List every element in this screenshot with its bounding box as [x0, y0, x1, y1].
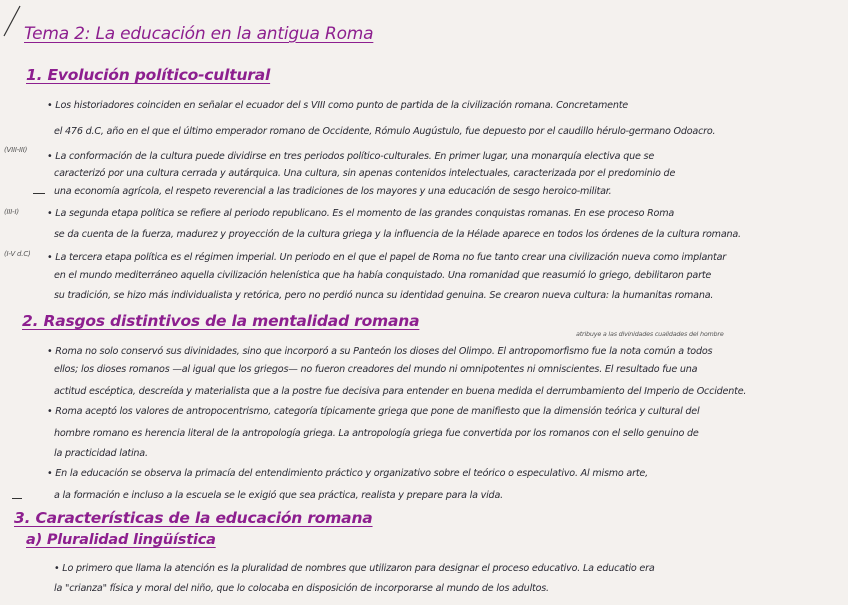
text-line: la practicidad latina. [54, 448, 148, 459]
text-line: • Los historiadores coinciden en señalar el ecuador del s VIII como punto de partida de la civilización romana. Concretamente [47, 100, 628, 111]
text-line: • La tercera etapa política es el régimen imperial. Un periodo en el que el papel de Roma no fue tanto crear una civilización nueva como implantar [47, 252, 727, 263]
annotation-note: atribuye a las divinidades cualidades del hombre [576, 330, 724, 338]
margin-dash [12, 498, 22, 499]
text-line: • Roma no solo conservó sus divinidades, sino que incorporó a su Panteón los dioses del Olimpo. El antropomorfismo fue la nota común a todos [47, 346, 713, 357]
text-line: • Lo primero que llama la atención es la pluralidad de nombres que utilizaron para designar el proceso educativo. La educatio era [54, 563, 655, 574]
text-line: • En la educación se observa la primacía del entendimiento práctico y organizativo sobre el teórico o especulativo. Al mismo arte, [47, 468, 648, 479]
text-line: • La segunda etapa política se refiere al periodo republicano. Es el momento de las grandes conquistas romanas. En ese proceso Roma [47, 208, 675, 219]
section-heading-1: 1. Evolución político-cultural [26, 66, 271, 84]
text-line: el 476 d.C, año en el que el último emperador romano de Occidente, Rómulo Augústulo, fue depuesto por el caudillo hérulo-germano Odoacro. [54, 126, 716, 137]
text-line: • La conformación de la cultura puede dividirse en tres periodos político-culturales. En primer lugar, una monarquía electiva que se [47, 151, 655, 162]
text-line: actitud escéptica, descreída y materialista que a la postre fue decisiva para entender en buena medida el derrumbamiento del Imperio de Occidente. [54, 386, 747, 397]
section-heading-2: 2. Rasgos distintivos de la mentalidad romana [22, 312, 420, 330]
section-heading-3: 3. Características de la educación romana [14, 509, 373, 527]
text-line: hombre romano es herencia literal de la antropología griega. La antropología griega fue convertida por los romanos con el sello genuino de [54, 428, 699, 439]
subsection-heading: a) Pluralidad lingüística [26, 532, 216, 548]
text-line: su tradición, se hizo más individualista y retórica, pero no perdió nunca su identidad genuina. Se crearon nueva cultura: la humanitas romana. [54, 290, 714, 301]
page-title: Tema 2: La educación en la antigua Roma [24, 24, 374, 44]
text-line: a la formación e incluso a la escuela se le exigió que sea práctica, realista y prepare para la vida. [54, 490, 503, 501]
text-line: se da cuenta de la fuerza, madurez y proyección de la cultura griega y la influencia de la Hélade aparece en todos los órdenes de la cultura romana. [54, 229, 741, 240]
text-line: la "crianza" física y moral del niño, que lo colocaba en disposición de incorporarse al mundo de los adultos. [54, 583, 549, 594]
text-line: en el mundo mediterráneo aquella civilización helenística que ha había conquistado. Una romanidad que reasumió lo griego, debilitaron parte [54, 270, 712, 281]
margin-note: (III-I) [4, 208, 19, 216]
text-line: caracterizó por una cultura cerrada y autárquica. Una cultura, sin apenas contenidos intelectuales, caracterizada por el predominio de [54, 168, 676, 179]
margin-dash [33, 193, 45, 194]
margin-note: (VIII-III) [4, 146, 28, 154]
text-line: una economía agrícola, el respeto reverencial a las tradiciones de los mayores y una educación de sesgo heroico-militar. [54, 186, 612, 197]
margin-note: (I-V d.C) [4, 250, 31, 258]
text-line: ellos; los dioses romanos —al igual que los griegos— no fueron creadores del mundo ni omnipotentes ni omniscientes. El resultado fue una [54, 364, 698, 375]
text-line: • Roma aceptó los valores de antropocentrismo, categoría típicamente griega que pone de manifiesto que la dimensión teórica y cultural del [47, 406, 700, 417]
